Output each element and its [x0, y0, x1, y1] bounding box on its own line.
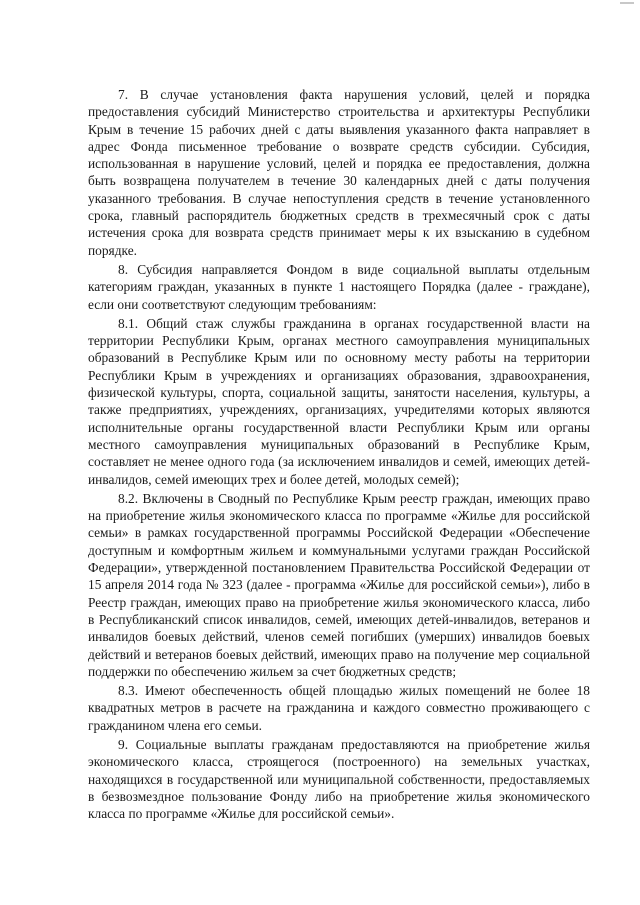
document-page [88, 86, 590, 822]
paragraph-8-3: 8.3. Имеют обеспеченность общей площадью жилых помещений не более 18 квадратных метров в расчете на гражданина и каждого совместно проживающего с гражданином члена его семьи. [88, 683, 590, 733]
scan-corner-mark [620, 2, 634, 4]
paragraph-8-1: 8.1. Общий стаж службы гражданина в органах государственной власти на территории Республики Крым, органах местного самоуправления муниципальных образований в Республике Крым или по основному месту работы на территории Республики Крым в учреждениях и организациях образования, здравоохранения, физической культуры, спорта, социальной защиты, занятости населения, культуры, а также предприятиях, учреждениях, организациях, учредителями которых являются исполнительные органы государственной власти Республики Крым или органы местного самоуправления муниципальных образований в Республике Крым, составляет не менее одного года (за исключением инвалидов и семей, имеющих детей-инвалидов, семей имеющих трех и более детей, молодых семей); [88, 315, 590, 487]
paragraph-8-2: 8.2. Включены в Сводный по Республике Крым реестр граждан, имеющих право на приобретение жилья экономического класса по программе «Жилье для российской семьи» в рамках государственной программы Российской Федерации «Обеспечение доступным и комфортным жильем и коммунальными услугами граждан Российской Федерации», утвержденной постановлением Правительства Российской Федерации от 15 апреля 2014 года № 323 (далее - программа «Жилье для российской семьи»), либо в Реестр граждан, имеющих право на приобретение жилья экономического класса, либо в Республиканский список инвалидов, семей, имеющих детей-инвалидов, ветеранов и инвалидов боевых действий, членов семей погибших (умерших) инвалидов боевых действий и ветеранов боевых действий, имеющих право на получение мер социальной поддержки по обеспечению жильем за счет бюджетных средств; [88, 490, 590, 679]
paragraph-9: 9. Социальные выплаты гражданам предоставляются на приобретение жилья экономического класса, строящегося (построенного) на земельных участках, находящихся в государственной или муниципальной собственности, предоставляемых в безвозмездное пользование Фонду либо на приобретение жилья экономического класса по программе «Жилье для российской семьи». [88, 736, 590, 822]
paragraph-7: 7. В случае установления факта нарушения условий, целей и порядка предоставления субсидий Министерство строительства и архитектуры Республики Крым в течение 15 рабочих дней с даты выявления указанного факта направляет в адрес Фонда письменное требование о возврате средств субсидии. Субсидия, использованная в нарушение условий, целей и порядка ее предоставления, должна быть возвращена получателем в течение 30 календарных дней с даты получения указанного требования. В случае непоступления средств в течение установленного срока, главный распорядитель бюджетных средств в трехмесячный срок с даты истечения срока для возврата средств принимает меры к их взысканию в судебном порядке. [88, 87, 590, 258]
paragraph-8: 8. Субсидия направляется Фондом в виде социальной выплаты отдельным категориям граждан, указанных в пункте 1 настоящего Порядка (далее - граждане), если они соответствуют следующим требованиям: [88, 261, 590, 312]
